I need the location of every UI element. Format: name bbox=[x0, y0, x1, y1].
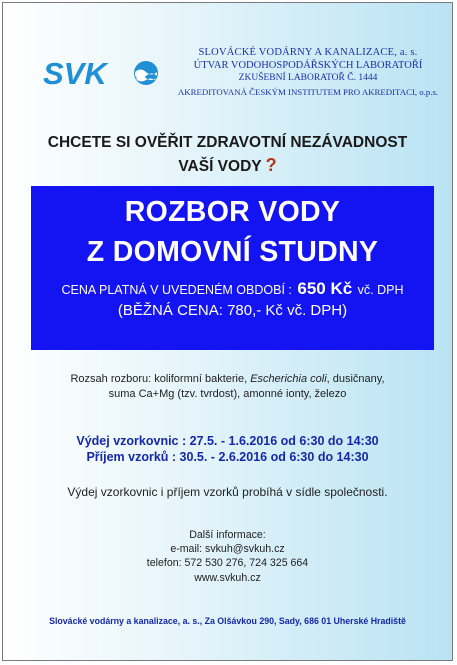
schedule-issue: Výdej vzorkovnic : 27.5. - 1.6.2016 od 6:30 do 14:30 bbox=[76, 434, 379, 448]
water-wave-logo-icon bbox=[134, 61, 158, 85]
contact-title: Další informace: bbox=[189, 529, 266, 541]
price-value: 650 Kč bbox=[297, 279, 353, 298]
analysis-italic: Escherichia coli bbox=[250, 373, 327, 385]
question-line1: CHCETE SI OVĚŘIT ZDRAVOTNÍ NEZÁVADNOST bbox=[47, 134, 408, 151]
question-line2 bbox=[3, 154, 452, 178]
org-department: ÚTVAR VODOHOSPODÁŘSKÝCH LABORATOŘÍ bbox=[193, 60, 423, 71]
contact-email: e-mail: svkuh@svkuh.cz bbox=[170, 543, 285, 556]
price-label: CENA PLATNÁ V UVEDENÉM OBDOBÍ : bbox=[61, 283, 292, 297]
contact-web: www.svkuh.cz bbox=[194, 571, 261, 584]
location-note: Výdej vzorkovnic i příjem vzorků probíhá v sídle společnosti. bbox=[67, 485, 388, 499]
org-accreditation: AKREDITOVANÁ ČESKÝM INSTITUTEM PRO AKREDITACI, o.p.s. bbox=[177, 87, 439, 97]
question-heading bbox=[3, 131, 452, 178]
analysis-line1 bbox=[23, 372, 432, 387]
banner-title-1: ROZBOR VODY bbox=[124, 196, 341, 228]
analysis-suffix: , dusičnany, bbox=[326, 373, 385, 385]
normal-price: (BĚŽNÁ CENA: 780,- Kč vč. DPH) bbox=[117, 302, 348, 319]
offer-banner bbox=[31, 186, 434, 350]
flyer bbox=[2, 2, 453, 661]
org-name: SLOVÁCKÉ VODÁRNY A KANALIZACE, a. s. bbox=[198, 47, 418, 58]
svk-logo bbox=[43, 53, 173, 93]
price-line bbox=[31, 279, 434, 299]
schedule-receive: Příjem vzorků : 30.5. - 2.6.2016 od 6:30 do 14:30 bbox=[86, 450, 369, 464]
footer-address: Slovácké vodárny a kanalizace, a. s., Za Olšávkou 290, Sady, 686 01 Uherské Hradiště bbox=[49, 616, 406, 626]
logo-text: SVK bbox=[43, 56, 107, 91]
analysis-line2: suma Ca+Mg (tzv. tvrdost), amonné ionty, železo bbox=[108, 388, 347, 400]
question-line2-text: VAŠÍ VODY bbox=[178, 158, 262, 175]
analysis-prefix: Rozsah rozboru: koliformní bakterie, bbox=[70, 373, 251, 385]
organization-header bbox=[173, 47, 443, 97]
contact-phone: telefon: 572 530 276, 724 325 664 bbox=[146, 557, 309, 570]
question-mark: ? bbox=[265, 155, 277, 175]
analysis-scope bbox=[23, 372, 432, 402]
org-laboratory: ZKUŠEBNÍ LABORATOŘ Č. 1444 bbox=[238, 73, 378, 83]
contact-info bbox=[3, 528, 452, 585]
schedule bbox=[3, 433, 452, 465]
banner-title-2: Z DOMOVNÍ STUDNY bbox=[86, 236, 379, 268]
price-suffix: vč. DPH bbox=[357, 283, 404, 297]
